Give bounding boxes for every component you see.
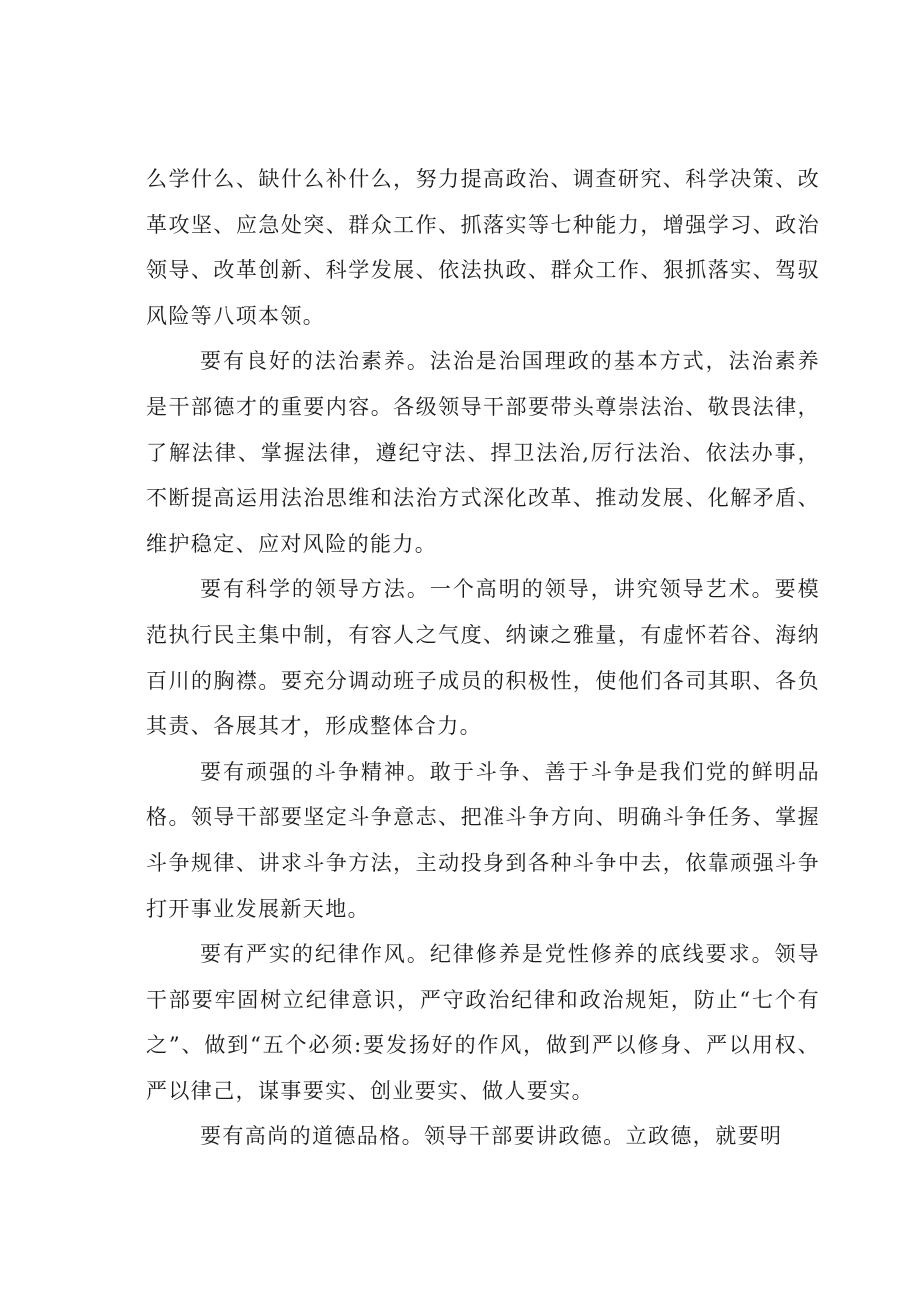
paragraph-rule-of-law: 要有良好的法治素养。法治是治国理政的基本方式，法治素养是干部德才的重要内容。各级领导干部要带头尊崇法治、敬畏法律，了解法律、掌握法律，遵纪守法、捍卫法治,厉行法治、依法办事，不断提高运用法治思维和法治方式深化改革、推动发展、化解矛盾、维护稳定、应对风险的能力。 (146, 349, 820, 556)
paragraph-leadership-method: 要有科学的领导方法。一个高明的领导，讲究领导艺术。要模范执行民主集中制，有容人之气度、纳谏之雅量，有虚怀若谷、海纳百川的胸襟。要充分调动班子成员的积极性，使他们各司其职、各负其责、各展其才，形成整体合力。 (146, 577, 820, 739)
paragraph-discipline-style: 要有严实的纪律作风。纪律修养是党性修养的底线要求。领导干部要牢固树立纪律意识，严守政治纪律和政治规矩，防止“七个有之”、做到“五个必须:要发扬好的作风，做到严以修身、严以用权、严以律己，谋事要实、创业要实、做人要实。 (146, 942, 820, 1103)
paragraph-moral-character: 要有高尚的道德品格。领导干部要讲政德。立政德，就要明 (200, 1124, 783, 1149)
paragraph-abilities-continuation: 么学什么、缺什么补什么，努力提高政治、调查研究、科学决策、改革攻坚、应急处突、群众工作、抓落实等七种能力，增强学习、政治领导、改革创新、科学发展、依法执政、群众工作、狠抓落实、驾驭风险等八项本领。 (146, 167, 820, 328)
paragraph-fighting-spirit: 要有顽强的斗争精神。敢于斗争、善于斗争是我们党的鲜明品格。领导干部要坚定斗争意志、把准斗争方向、明确斗争任务、掌握斗争规律、讲求斗争方法，主动投身到各种斗争中去，依靠顽强斗争打开事业发展新天地。 (146, 759, 820, 921)
document-body (146, 157, 820, 1160)
